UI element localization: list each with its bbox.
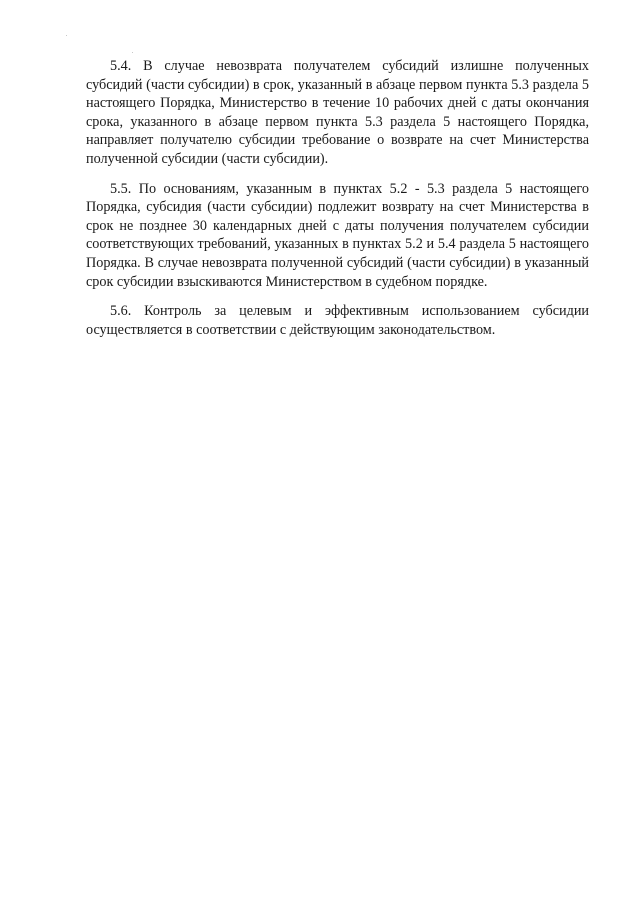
paragraph-5-4: 5.4. В случае невозврата получателем субсидий излишне полученных субсидий (части субсидии) в срок, указанный в абзаце первом пункта 5.3 раздела 5 настоящего Порядка, Министерство в течение 10 рабочих дней с даты окончания срока, указанного в абзаце первом пункта 5.3 раздела 5 настоящего Порядка, направляет получателю субсидии требование о возврате на счет Министерства полученной субсидии (части субсидии). <box>86 58 589 167</box>
scan-speck <box>132 52 133 53</box>
scan-speck <box>66 35 67 36</box>
paragraph-5-5: 5.5. По основаниям, указанным в пунктах 5.2 - 5.3 раздела 5 настоящего Порядка, субсидия (части субсидии) подлежит возврату на счет Министерства в срок не позднее 30 календарных дней с даты получения получателем субсидии соответствующих требований, указанных в пунктах 5.2 и 5.4 раздела 5 настоящего Порядка. В случае невозврата полученной субсидий (части субсидии) в указанный срок субсидии взыскиваются Министерством в судебном порядке. <box>86 180 589 290</box>
paragraph-5-6: 5.6. Контроль за целевым и эффективным использованием субсидии осуществляется в соответствии с действующим законодательством. <box>86 303 589 338</box>
document-body <box>86 57 589 350</box>
